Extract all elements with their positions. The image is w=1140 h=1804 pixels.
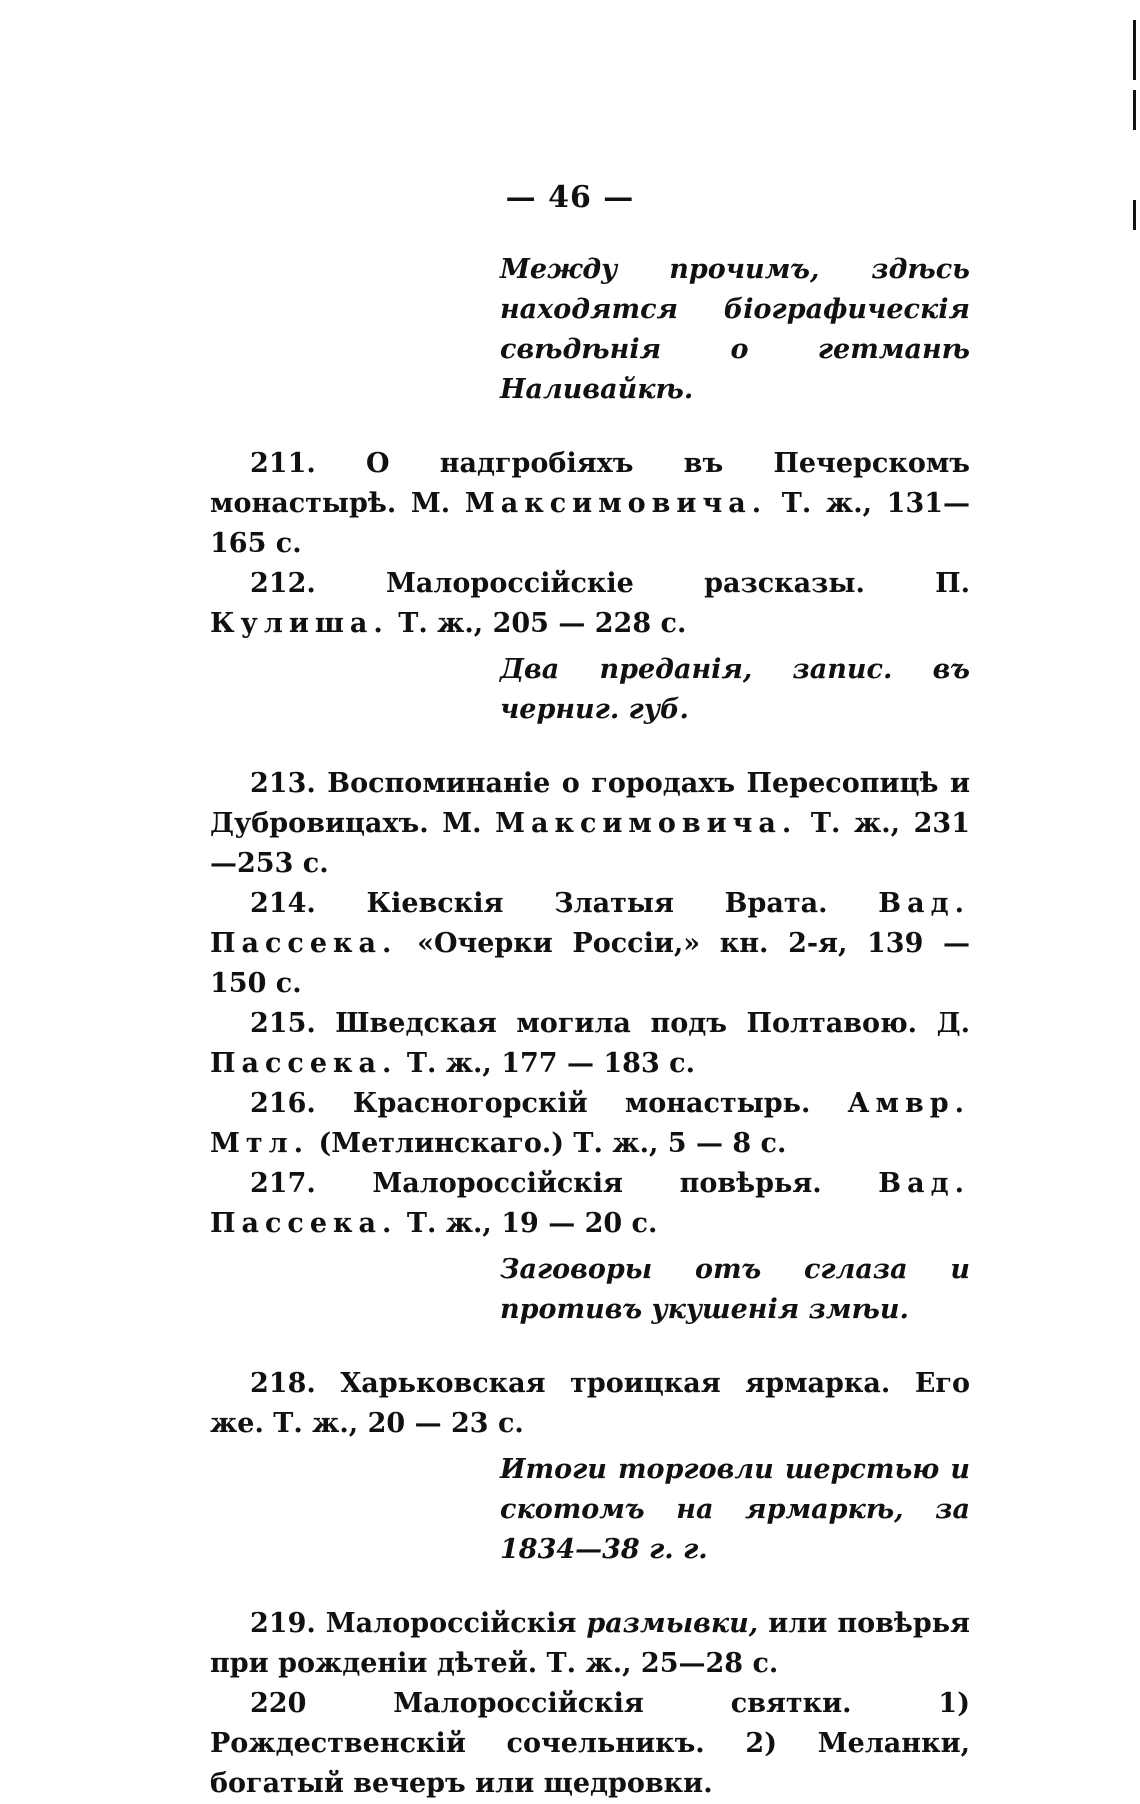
entry-212: 212. Малороссійскіе разсказы. П. Кулиша. Т. ж., 205 — 228 с. <box>210 568 970 639</box>
note-218: Итоги торговли шерстью и скотомъ на ярмаркѣ, за 1834—38 г. г. <box>500 1454 970 1565</box>
entry-217: 217. Малороссійскія повѣрья. Вад. Пассека. Т. ж., 19 — 20 с. <box>210 1168 970 1239</box>
entry-216: 216. Красногорскій монастырь. Амвр. Мтл. (Метлинскаго.) Т. ж., 5 — 8 с. <box>210 1088 971 1159</box>
author-name: Вад. Пассека. <box>210 888 970 959</box>
note-212: Два преданія, запис. въ черниг. губ. <box>500 654 970 725</box>
entry-215: 215. Шведская могила подъ Полтавою. Д. Пассека. Т. ж., 177 — 183 с. <box>210 1008 970 1079</box>
italic-term: размывки, <box>586 1608 759 1639</box>
entry-213: 213. Воспоминаніе о городахъ Пересопицѣ и Дубровицахъ. М. Максимовича. Т. ж., 231—253 с. <box>210 768 970 879</box>
page-number: — 46 — <box>505 180 635 215</box>
note-217: Заговоры отъ сглаза и противъ укушенія змѣи. <box>500 1254 970 1325</box>
entry-218: 218. Харьковская троицкая ярмарка. Его же. Т. ж., 20 — 23 с. <box>210 1368 970 1439</box>
entry-214: 214. Кіевскія Златыя Врата. Вад. Пассека. «Очерки Россіи,» кн. 2-я, 139 — 150 с. <box>210 888 970 999</box>
author-name: Максимовича. <box>495 808 798 839</box>
entry-211: 211. О надгробіяхъ въ Печерскомъ монастырѣ. М. Максимовича. Т. ж., 131—165 с. <box>210 448 971 559</box>
edge-mark <box>1133 90 1136 130</box>
entry-219: 219. Малороссійскія размывки, или повѣрья при рожденіи дѣтей. Т. ж., 25—28 с. <box>210 1608 971 1679</box>
text-column <box>210 250 970 1804</box>
author-name: Вад. Пассека. <box>210 1168 970 1239</box>
author-name: Пассека. <box>210 1048 398 1079</box>
author-name: Кулиша. <box>210 608 389 639</box>
edge-mark <box>1133 20 1136 80</box>
author-name: Максимовича. <box>464 488 768 519</box>
note-top: Между прочимъ, здѣсь находятся біографическія свѣдѣнія о гетманѣ Наливайкѣ. <box>500 254 970 405</box>
entry-220: 220 Малороссійскія святки. 1) Рождественскій сочельникъ. 2) Меланки, богатый вечеръ или щедровки. <box>210 1688 970 1799</box>
author-name: Амвр. Мтл. <box>210 1088 971 1159</box>
